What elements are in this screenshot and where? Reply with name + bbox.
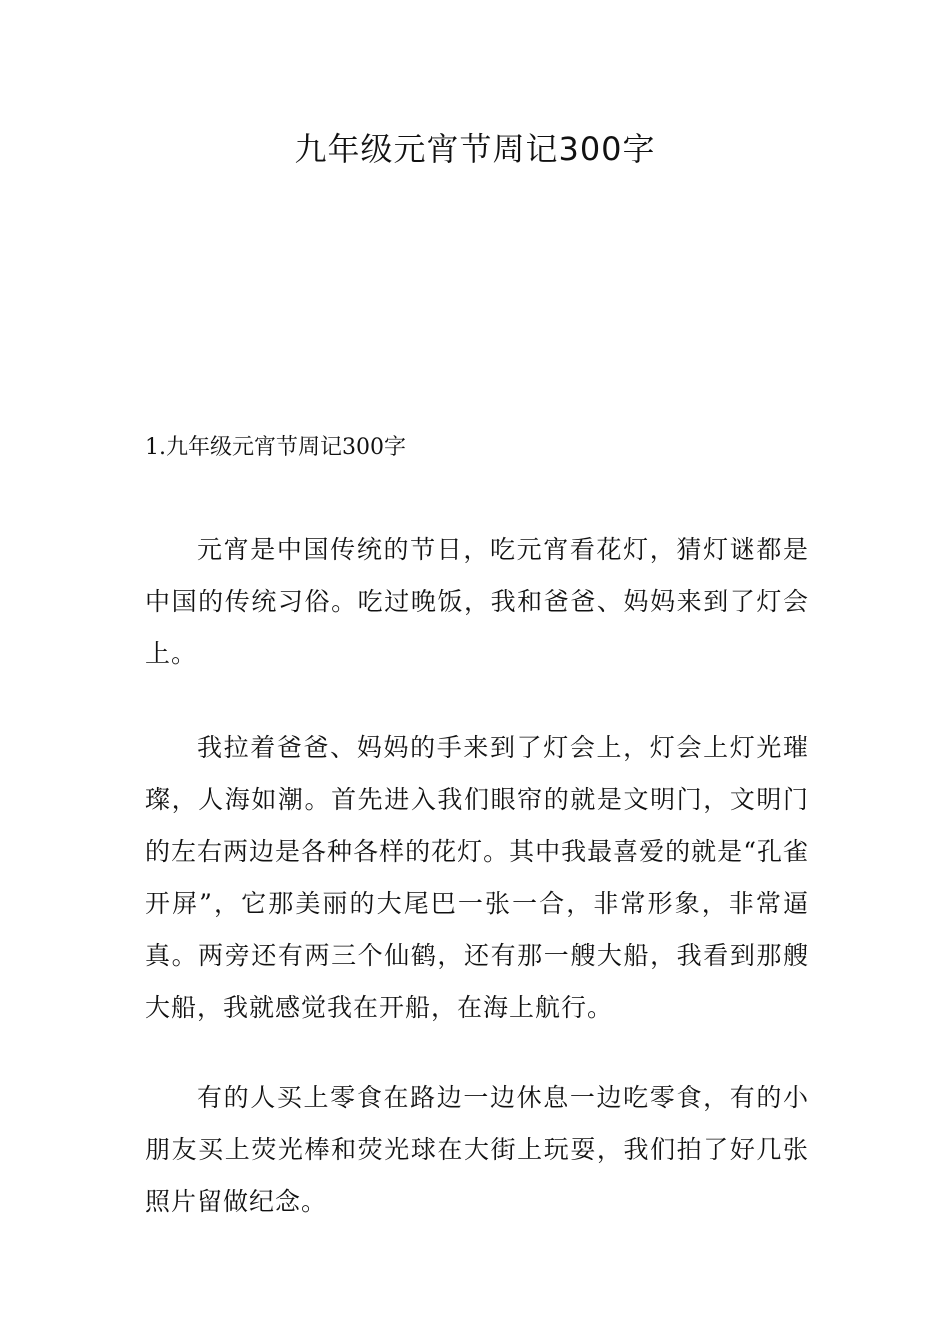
- paragraph-2: 我拉着爸爸、妈妈的手来到了灯会上，灯会上灯光璀璨，人海如潮。首先进入我们眼帘的就是文明门，文明门的左右两边是各种各样的花灯。其中我最喜爱的就是“孔雀开屏”，它那美丽的大尾巴一张一合，非常形象，非常逼真。两旁还有两三个仙鹤，还有那一艘大船，我看到那艘大船，我就感觉我在开船，在海上航行。: [145, 733, 809, 1022]
- document-title: 九年级元宵节周记300字: [294, 130, 656, 168]
- paragraph-1: 元宵是中国传统的节日，吃元宵看花灯，猜灯谜都是中国的传统习俗。吃过晚饭，我和爸爸、妈妈来到了灯会上。: [145, 535, 809, 668]
- paragraph-3: 有的人买上零食在路边一边休息一边吃零食，有的小朋友买上荧光棒和荧光球在大街上玩耍，我们拍了好几张照片留做纪念。: [145, 1083, 809, 1216]
- section-heading: 1.九年级元宵节周记300字: [145, 435, 406, 460]
